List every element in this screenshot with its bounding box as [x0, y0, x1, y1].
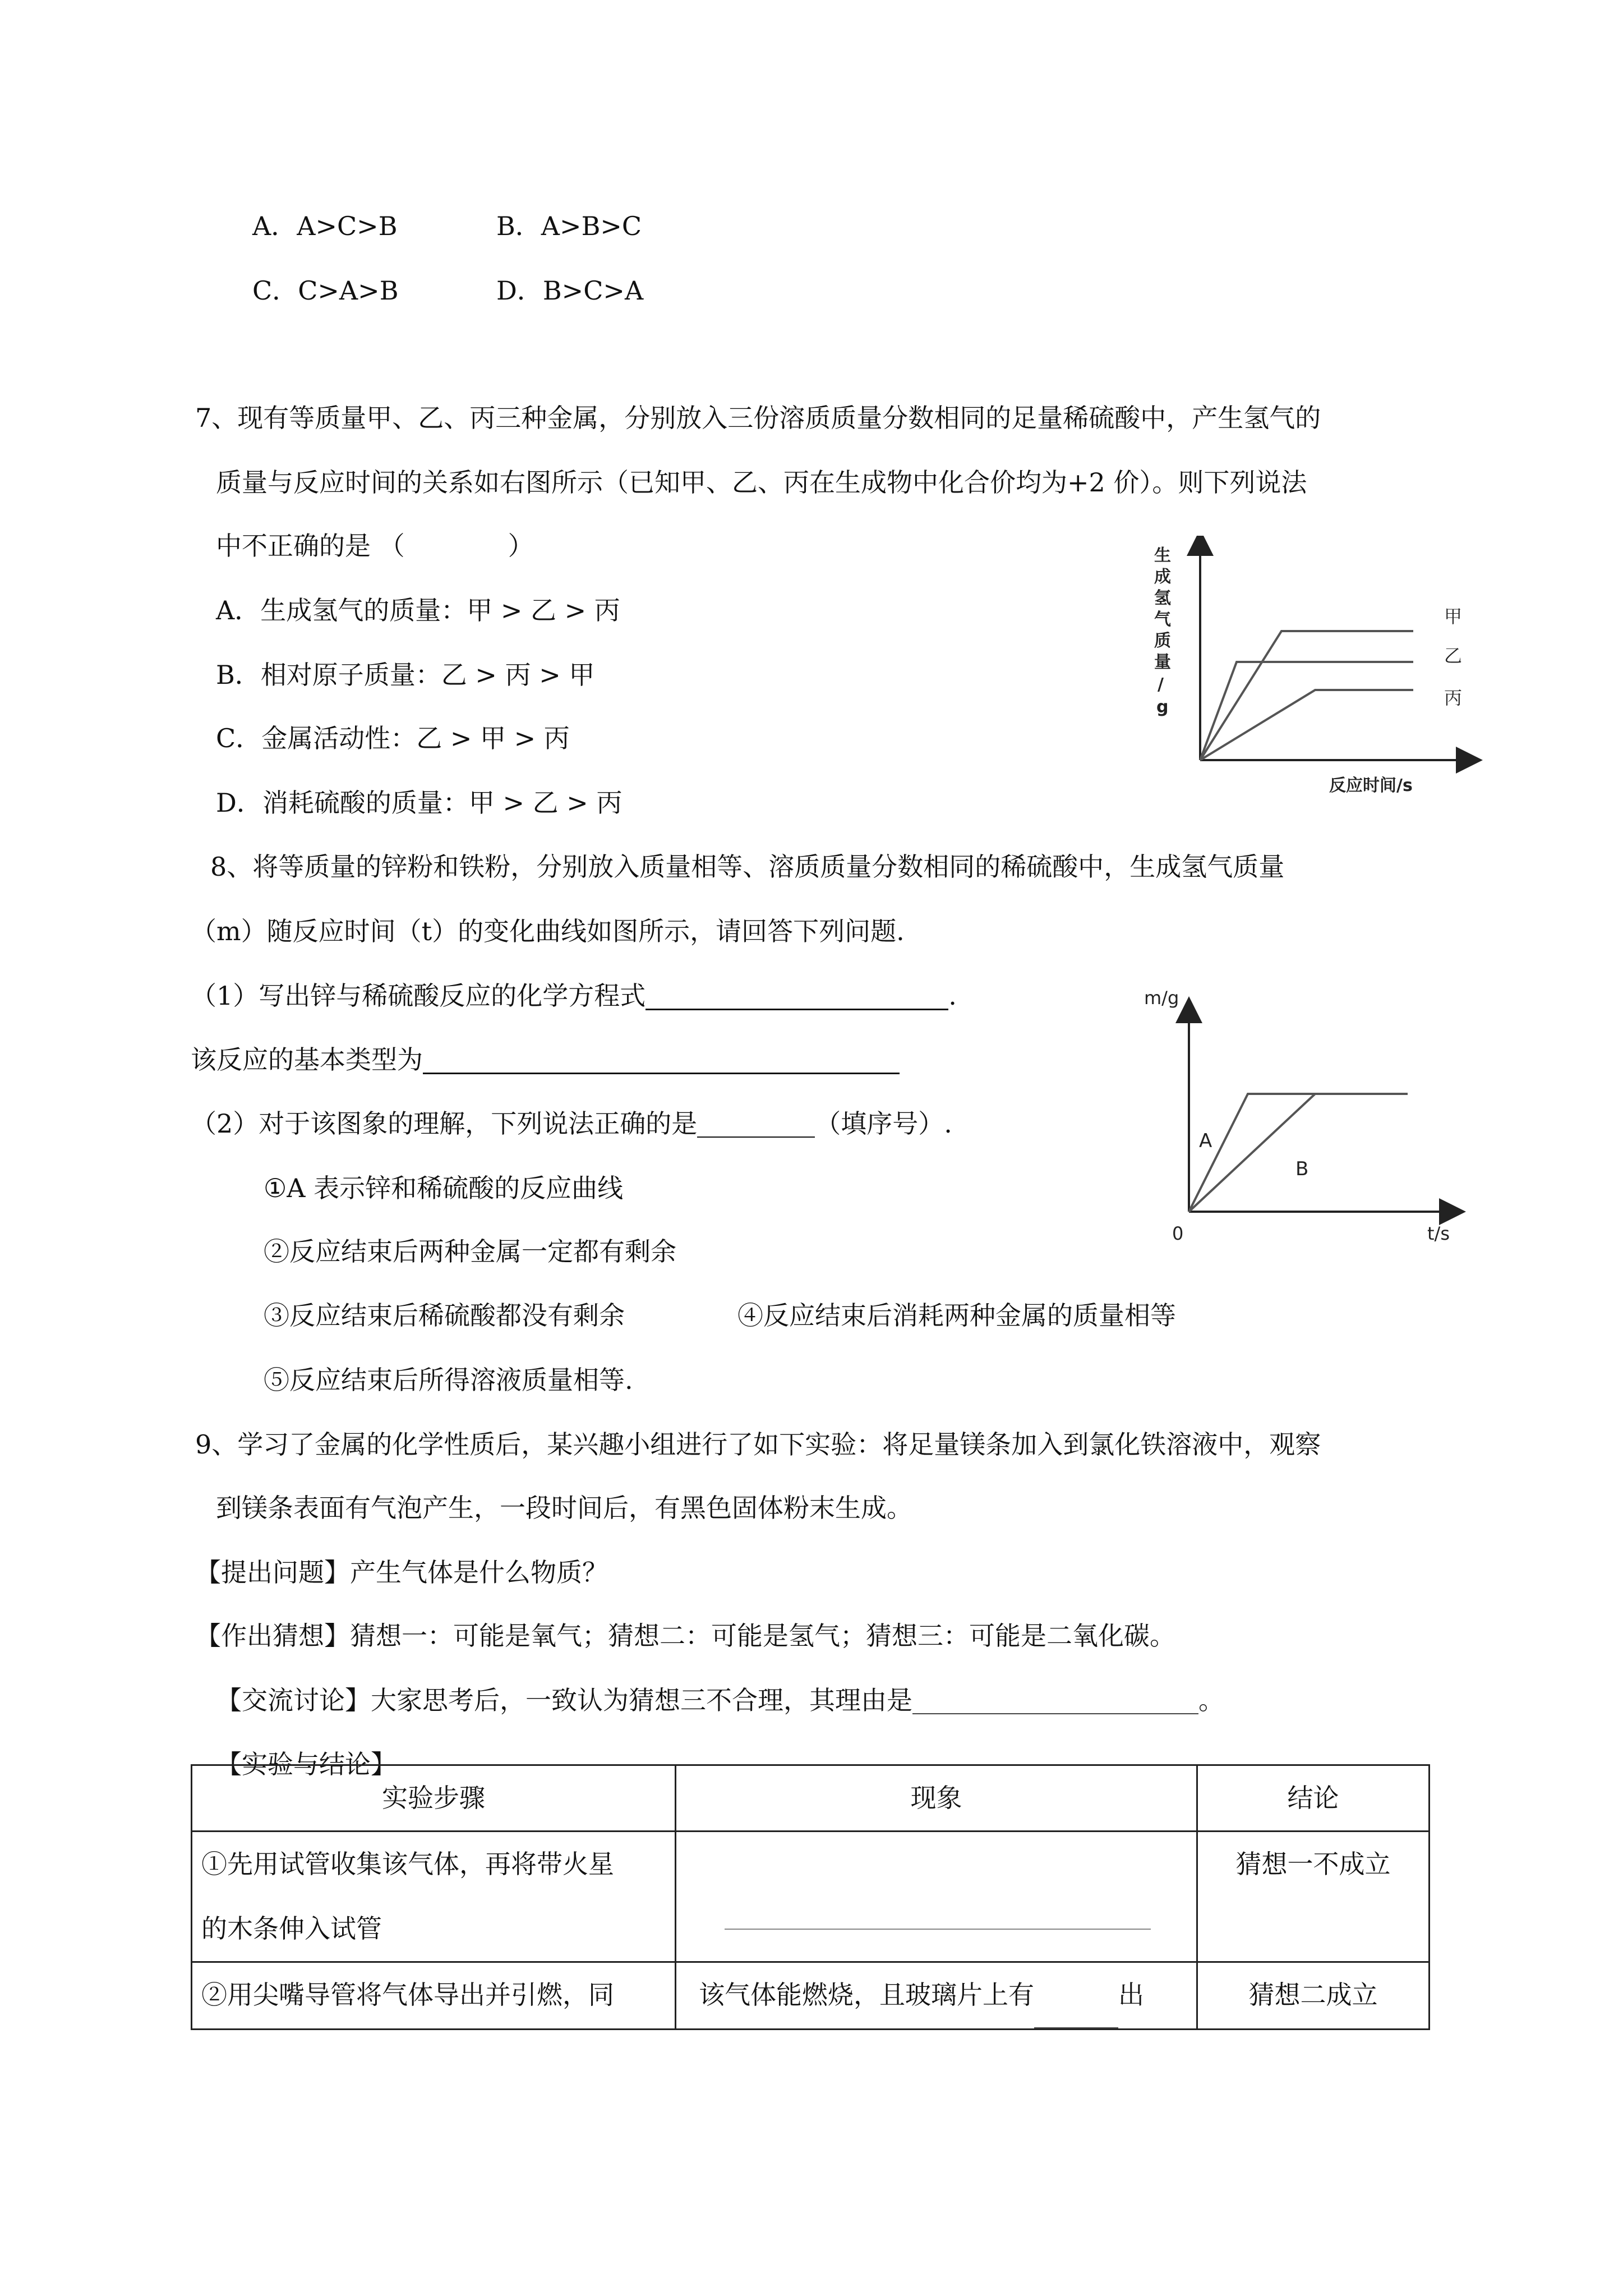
q8-stem-line2: （m）随反应时间（t）的变化曲线如图所示，请回答下列问题. [191, 916, 905, 946]
q8-statement-4: ④反应结束后消耗两种金属的质量相等 [737, 1300, 1176, 1331]
q8-part1b: 该反应的基本类型为 [191, 1047, 900, 1074]
q7-label-bing: 丙 [1444, 687, 1463, 708]
q9-question: 【提出问题】产生气体是什么物质？ [195, 1557, 608, 1588]
q8-part1: （1）写出锌与稀硫酸反应的化学方程式 . [191, 981, 957, 1011]
svg-text:质: 质 [1154, 631, 1171, 651]
q7-option-c: C．金属活动性：乙 > 甲 > 丙 [216, 723, 570, 753]
table-row [192, 1962, 1430, 2030]
row2-phenomenon-blank[interactable] [1034, 1963, 1118, 2028]
svg-text:气: 气 [1154, 610, 1171, 629]
row2-conclusion: 猜想二成立 [1197, 1962, 1429, 2030]
q7-option-a: A．生成氢气的质量：甲 > 乙 > 丙 [216, 595, 620, 625]
q7-curve-bing [1200, 690, 1413, 760]
q9-experiment-title: 【实验与结论】 [216, 1749, 396, 1779]
q8-answer-blank[interactable] [697, 1111, 815, 1138]
q8-equation-blank[interactable] [645, 983, 948, 1010]
q7-stem-line3: 中不正确的是 （ ） [216, 531, 534, 561]
row2-phenomenon: 该气体能燃烧，且玻璃片上有 出 [676, 1962, 1197, 2030]
q8-origin-label: 0 [1172, 1223, 1184, 1244]
q6-option-a: A．A>C>B [252, 211, 398, 241]
table-row [192, 1832, 1430, 1962]
q9-reason-blank[interactable] [912, 1687, 1198, 1714]
q8-curve-a [1189, 1094, 1408, 1212]
q8-mass-time-graph [1133, 979, 1481, 1254]
q9-stem-line1: 9、学习了金属的化学性质后，某兴趣小组进行了如下实验：将足量镁条加入到氯化铁溶液中，观察 [195, 1429, 1321, 1460]
row1-conclusion: 猜想一不成立 [1197, 1832, 1429, 1962]
q7-label-yi: 乙 [1444, 645, 1463, 666]
q8-stem-line1: 8、将等质量的锌粉和铁粉，分别放入质量相等、溶质质量分数相同的稀硫酸中，生成氢气质量 [210, 852, 1285, 882]
row1-phenomenon-blank[interactable] [725, 1864, 1151, 1930]
svg-text:量: 量 [1154, 652, 1171, 672]
q7-stem-line1: 7、现有等质量甲、乙、丙三种金属，分别放入三份溶质质量分数相同的足量稀硫酸中，产生氢气的 [195, 403, 1321, 433]
q8-reaction-type-blank[interactable] [423, 1047, 900, 1074]
q8-statement-2: ②反应结束后两种金属一定都有剩余 [264, 1236, 676, 1267]
q8-part2: （2）对于该图象的理解，下列说法正确的是 （填序号）. [191, 1108, 952, 1139]
q7-hydrogen-graph [1144, 536, 1492, 799]
header-phenomenon: 现象 [676, 1765, 1197, 1832]
q6-option-d: D．B>C>A [496, 275, 644, 306]
q9-experiment-table [191, 1764, 1430, 2030]
q7-stem-line2: 质量与反应时间的关系如右图所示（已知甲、乙、丙在生成物中化合价均为+2 价）。则下列说法 [216, 467, 1307, 498]
q8-x-axis-label: t/s [1427, 1223, 1450, 1244]
svg-text:/: / [1158, 675, 1164, 694]
q7-option-d: D．消耗硫酸的质量：甲 > 乙 > 丙 [216, 788, 623, 818]
q8-y-axis-label: m/g [1144, 987, 1179, 1009]
table-header-row [192, 1765, 1430, 1832]
header-conclusion: 结论 [1197, 1765, 1429, 1832]
q7-y-axis-label [1154, 546, 1171, 717]
row1-phenomenon [676, 1832, 1197, 1962]
q9-hypothesis: 【作出猜想】猜想一：可能是氧气；猜想二：可能是氢气；猜想三：可能是二氧化碳。 [195, 1621, 1175, 1651]
row1-step: ①先用试管收集该气体，再将带火星 的木条伸入试管 [192, 1832, 676, 1962]
q9-stem-line2: 到镁条表面有气泡产生，一段时间后，有黑色固体粉末生成。 [216, 1493, 912, 1523]
header-steps: 实验步骤 [192, 1765, 676, 1832]
q6-option-b: B．A>B>C [496, 211, 642, 241]
q8-statement-5: ⑤反应结束后所得溶液质量相等. [264, 1365, 633, 1395]
q6-option-c: C．C>A>B [252, 275, 399, 306]
svg-text:氢: 氢 [1154, 588, 1171, 608]
row2-step: ②用尖嘴导管将气体导出并引燃，同 [192, 1962, 676, 2030]
svg-text:成: 成 [1154, 567, 1171, 587]
q8-curve-b [1189, 1094, 1315, 1212]
q7-x-axis-label: 反应时间/s [1329, 776, 1413, 795]
q7-label-jia: 甲 [1444, 606, 1463, 627]
q7-option-b: B．相对原子质量：乙 > 丙 > 甲 [216, 660, 595, 690]
q8-statement-3: ③反应结束后稀硫酸都没有剩余 [264, 1300, 625, 1331]
q8-curve-a-label: A [1199, 1130, 1212, 1152]
svg-text:生: 生 [1154, 546, 1171, 565]
q9-discussion: 【交流讨论】大家思考后，一致认为猜想三不合理，其理由是 。 [216, 1685, 1224, 1715]
svg-text:g: g [1156, 697, 1169, 717]
q8-curve-b-label: B [1295, 1158, 1309, 1180]
q8-statement-1: ①A 表示锌和稀硫酸的反应曲线 [264, 1173, 624, 1203]
